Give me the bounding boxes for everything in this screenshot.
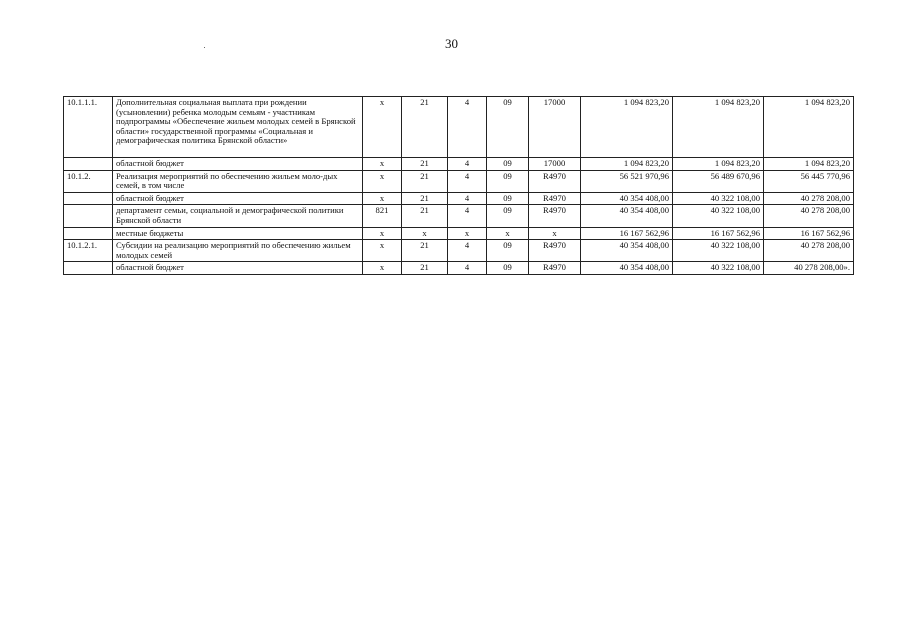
table-row [64, 240, 854, 262]
cell-amount-3: 40 278 208,00 [764, 240, 854, 262]
cell-amount-1: 56 521 970,96 [581, 170, 673, 192]
row-name: областной бюджет [113, 262, 363, 275]
cell-code-1: х [363, 240, 402, 262]
cell-code-2: 21 [402, 170, 448, 192]
cell-code-3: 4 [448, 262, 487, 275]
cell-amount-2: 1 094 823,20 [673, 97, 764, 158]
cell-code-2: 21 [402, 97, 448, 158]
cell-code-1: 821 [363, 205, 402, 227]
row-name: Субсидии на реализацию мероприятий по обеспечению жильем молодых семей [113, 240, 363, 262]
cell-code-3: 4 [448, 192, 487, 205]
cell-amount-1: 16 167 562,96 [581, 227, 673, 240]
cell-code-3: 4 [448, 240, 487, 262]
cell-amount-2: 56 489 670,96 [673, 170, 764, 192]
cell-code-5: R4970 [529, 262, 581, 275]
cell-code-1: х [363, 170, 402, 192]
cell-amount-1: 40 354 408,00 [581, 205, 673, 227]
table-row [64, 192, 854, 205]
table-row [64, 158, 854, 171]
cell-code-5: 17000 [529, 97, 581, 158]
cell-amount-1: 40 354 408,00 [581, 240, 673, 262]
table-row [64, 170, 854, 192]
scan-speck [204, 47, 205, 48]
cell-code-5: R4970 [529, 170, 581, 192]
cell-amount-3: 1 094 823,20 [764, 97, 854, 158]
budget-table [63, 96, 854, 275]
row-number: 10.1.2. [64, 170, 113, 192]
row-number [64, 205, 113, 227]
page-number: 30 [445, 36, 458, 51]
row-name: местные бюджеты [113, 227, 363, 240]
cell-code-4: 09 [487, 240, 529, 262]
cell-code-2: 21 [402, 205, 448, 227]
cell-amount-3: 1 094 823,20 [764, 158, 854, 171]
cell-code-4: 09 [487, 262, 529, 275]
row-number: 10.1.2.1. [64, 240, 113, 262]
row-number [64, 192, 113, 205]
cell-code-2: 21 [402, 158, 448, 171]
cell-amount-1: 40 354 408,00 [581, 192, 673, 205]
row-name: областной бюджет [113, 192, 363, 205]
cell-amount-3: 56 445 770,96 [764, 170, 854, 192]
cell-code-2: 21 [402, 262, 448, 275]
cell-amount-1: 40 354 408,00 [581, 262, 673, 275]
cell-code-5: R4970 [529, 205, 581, 227]
cell-code-1: х [363, 97, 402, 158]
cell-code-1: х [363, 158, 402, 171]
cell-amount-3: 40 278 208,00 [764, 192, 854, 205]
cell-amount-3: 16 167 562,96 [764, 227, 854, 240]
row-name: областной бюджет [113, 158, 363, 171]
cell-code-2: х [402, 227, 448, 240]
cell-code-1: х [363, 192, 402, 205]
cell-amount-3: 40 278 208,00». [764, 262, 854, 275]
cell-code-4: 09 [487, 158, 529, 171]
row-name: департамент семьи, социальной и демографической политики Брянской области [113, 205, 363, 227]
table-row [64, 227, 854, 240]
cell-amount-1: 1 094 823,20 [581, 158, 673, 171]
table-row [64, 97, 854, 158]
cell-amount-2: 40 322 108,00 [673, 192, 764, 205]
cell-code-2: 21 [402, 192, 448, 205]
row-name: Реализация мероприятий по обеспечению жильем моло-дых семей, в том числе [113, 170, 363, 192]
cell-amount-2: 40 322 108,00 [673, 262, 764, 275]
row-number [64, 262, 113, 275]
cell-code-5: R4970 [529, 240, 581, 262]
cell-code-4: х [487, 227, 529, 240]
cell-code-5: х [529, 227, 581, 240]
cell-code-3: 4 [448, 170, 487, 192]
cell-amount-2: 40 322 108,00 [673, 240, 764, 262]
row-number [64, 227, 113, 240]
cell-amount-1: 1 094 823,20 [581, 97, 673, 158]
cell-code-3: 4 [448, 158, 487, 171]
cell-code-5: R4970 [529, 192, 581, 205]
table-row [64, 205, 854, 227]
cell-amount-2: 40 322 108,00 [673, 205, 764, 227]
row-number [64, 158, 113, 171]
table-row [64, 262, 854, 275]
row-number: 10.1.1.1. [64, 97, 113, 158]
cell-code-1: х [363, 227, 402, 240]
cell-code-3: 4 [448, 205, 487, 227]
cell-code-3: 4 [448, 97, 487, 158]
row-name: Дополнительная социальная выплата при рождении (усыновлении) ребенка молодым семьям - участникам подпрограммы «Обеспечение жильем молодых семей в Брянской области» государственной программы «Социальная и демографическая политика Брянской области» [113, 97, 363, 158]
cell-code-4: 09 [487, 97, 529, 158]
cell-code-4: 09 [487, 192, 529, 205]
cell-amount-3: 40 278 208,00 [764, 205, 854, 227]
cell-code-3: х [448, 227, 487, 240]
cell-code-2: 21 [402, 240, 448, 262]
cell-code-5: 17000 [529, 158, 581, 171]
cell-amount-2: 16 167 562,96 [673, 227, 764, 240]
cell-amount-2: 1 094 823,20 [673, 158, 764, 171]
cell-code-1: х [363, 262, 402, 275]
cell-code-4: 09 [487, 205, 529, 227]
cell-code-4: 09 [487, 170, 529, 192]
